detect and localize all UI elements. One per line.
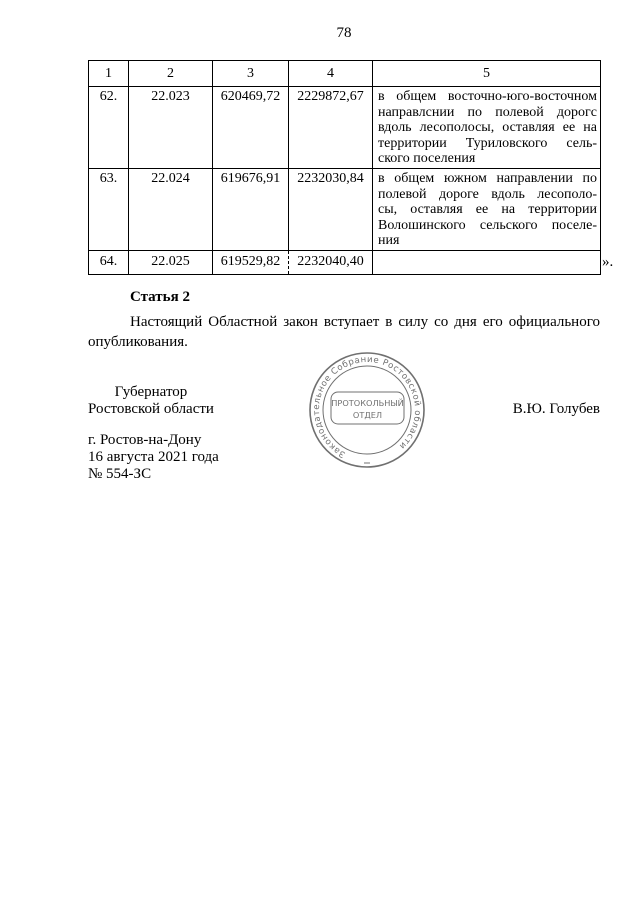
description-line: в общем южном направлении по xyxy=(378,170,597,186)
description-line: ния xyxy=(378,233,400,249)
description-cell xyxy=(373,168,601,250)
coordinate-cell: 619529,82 xyxy=(213,250,289,274)
description-line: вдоль лесополосы, оставляя ее на xyxy=(378,120,597,136)
coordinate-cell: 620469,72 xyxy=(213,87,289,169)
signatory-position-line: Губернатор xyxy=(114,384,188,400)
adoption-details xyxy=(88,432,219,483)
column-header-1: 1 xyxy=(89,61,129,87)
description-line: ского поселения xyxy=(378,151,476,167)
description-line: в общем восточно-юго-восточном xyxy=(378,89,597,104)
column-header-3: 3 xyxy=(213,61,289,87)
page-number: 78 xyxy=(336,25,352,41)
coordinate-cell: 2229872,67 xyxy=(289,87,373,169)
coordinate-cell: 619676,91 xyxy=(213,168,289,250)
row-number-cell: 64. xyxy=(89,250,129,274)
point-id-cell: 22.023 xyxy=(129,87,213,169)
date: 16 августа 2021 года xyxy=(88,449,219,465)
article-text: Настоящий Областной закон вступает в силу со дня его официального опубликования. xyxy=(88,314,600,350)
row-number-cell: 63. xyxy=(89,168,129,250)
table-header-row xyxy=(89,61,601,87)
signatory-name: В.Ю. Голубев xyxy=(512,401,600,417)
description-cell xyxy=(373,250,601,274)
coordinate-cell: 2232040,40 xyxy=(289,250,373,274)
article-title: Статья 2 xyxy=(130,289,190,305)
table-row xyxy=(89,250,601,274)
closing-quote-mark: ». xyxy=(602,254,614,270)
row-number-cell: 62. xyxy=(89,87,129,169)
signatory-position-line: Ростовской области xyxy=(88,401,214,417)
column-header-5: 5 xyxy=(373,61,601,87)
table-row xyxy=(89,87,601,169)
description-line: полевой дороге вдоль лесополо- xyxy=(378,186,597,202)
place: г. Ростов-на-Дону xyxy=(88,432,202,448)
point-id-cell: 22.025 xyxy=(129,250,213,274)
description-line: Волошинского сельского поселе- xyxy=(378,217,597,233)
law-number: № 554-ЗС xyxy=(88,466,152,482)
table-row xyxy=(89,168,601,250)
column-header-4: 4 xyxy=(289,61,373,87)
stamp-center-text: ПРОТОКОЛЬНЫЙ xyxy=(331,398,404,408)
stamp-ring-text-path: Законодательное Собрание Ростовской области xyxy=(311,354,423,460)
signatory-position xyxy=(88,384,214,418)
boundary-points-table xyxy=(88,60,601,275)
coordinate-cell: 2232030,84 xyxy=(289,168,373,250)
description-line: сы, оставляя ее на территории xyxy=(378,202,597,218)
description-line: направлснии по полевой дорогс xyxy=(378,104,597,120)
point-id-cell: 22.024 xyxy=(129,168,213,250)
description-line: территории Туриловского сель- xyxy=(378,135,597,151)
description-cell xyxy=(373,87,601,169)
official-stamp xyxy=(304,347,430,473)
column-header-2: 2 xyxy=(129,61,213,87)
stamp-center-text: ОТДЕЛ xyxy=(352,410,383,420)
